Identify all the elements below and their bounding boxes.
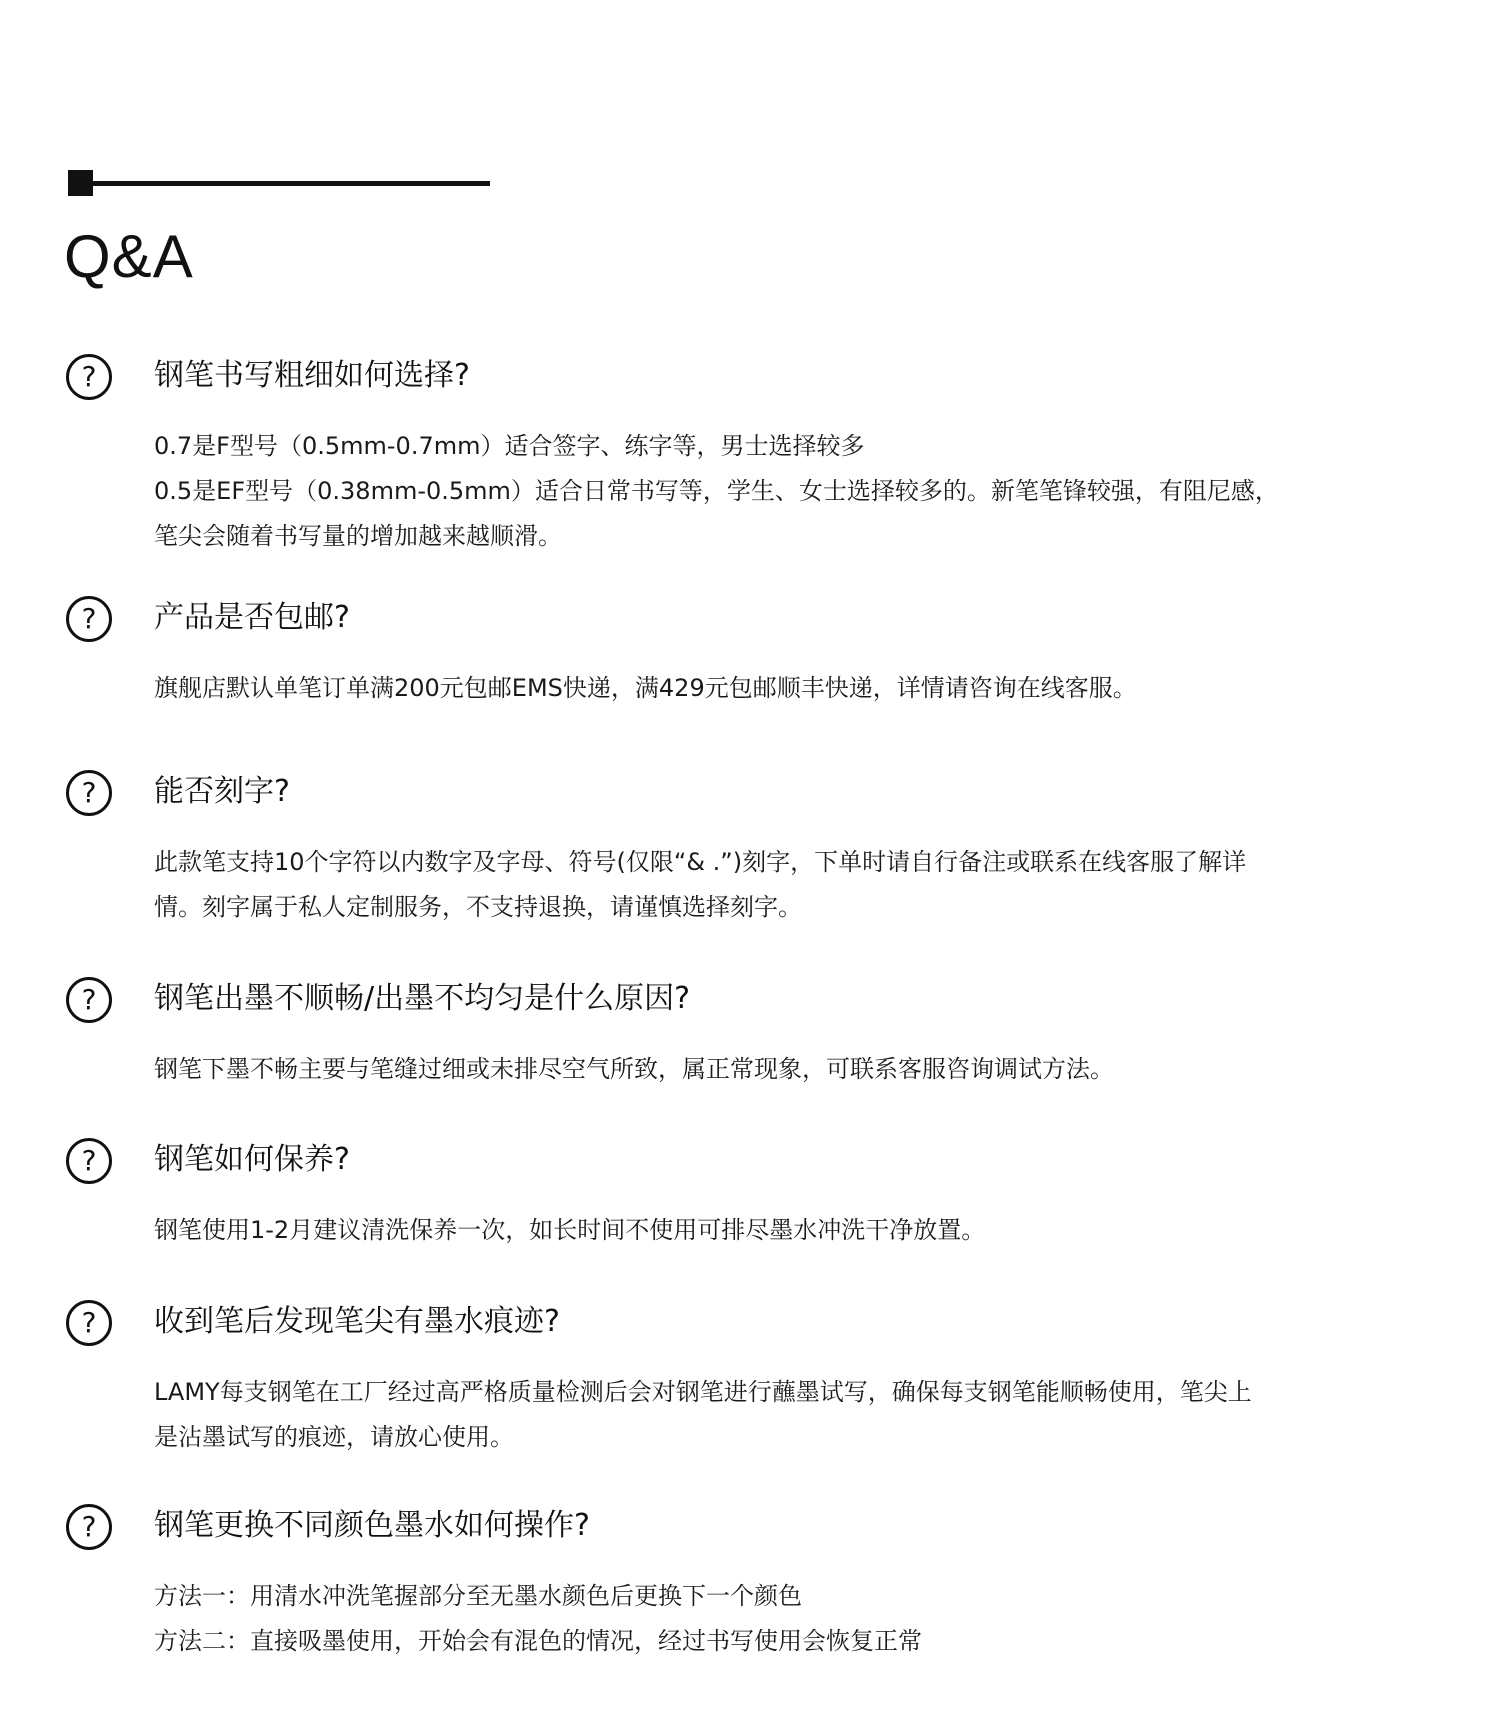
answer-line: 方法一：用清水冲洗笔握部分至无墨水颜色后更换下一个颜色	[154, 1582, 802, 1610]
answer-line: 0.5是EF型号（0.38mm-0.5mm）适合日常书写等，学生、女士选择较多的。新笔笔锋较强，有阻尼感，	[154, 477, 1279, 505]
question-text: 产品是否包邮?	[154, 600, 350, 635]
question-circle-icon: ?	[66, 354, 112, 400]
answer-line: 方法二：直接吸墨使用，开始会有混色的情况，经过书写使用会恢复正常	[154, 1627, 922, 1655]
answer-line: 0.7是F型号（0.5mm-0.7mm）适合签字、练字等，男士选择较多	[154, 432, 865, 460]
question-text: 能否刻字?	[154, 774, 290, 809]
question-text: 钢笔如何保养?	[154, 1142, 350, 1177]
answer-line: 此款笔支持10个字符以内数字及字母、符号(仅限“& .”)刻字，下单时请自行备注或联系在线客服了解详	[154, 848, 1247, 876]
answer-text	[154, 1208, 1354, 1253]
question-text: 收到笔后发现笔尖有墨水痕迹?	[154, 1304, 560, 1339]
page-title: Q&A	[64, 223, 194, 290]
answer-line: 笔尖会随着书写量的增加越来越顺滑。	[154, 522, 562, 550]
header-square	[68, 170, 93, 196]
answer-text	[154, 1047, 1354, 1092]
question-circle-icon: ?	[66, 596, 112, 642]
answer-line: 钢笔下墨不畅主要与笔缝过细或未排尽空气所致，属正常现象，可联系客服咨询调试方法。	[154, 1055, 1114, 1083]
question-circle-icon: ?	[66, 977, 112, 1023]
answer-text	[154, 1370, 1354, 1460]
question-text: 钢笔更换不同颜色墨水如何操作?	[154, 1508, 590, 1543]
question-circle-icon: ?	[66, 1300, 112, 1346]
question-circle-icon: ?	[66, 1138, 112, 1184]
answer-text	[154, 666, 1354, 711]
question-text: 钢笔书写粗细如何选择?	[154, 358, 470, 393]
answer-line: 旗舰店默认单笔订单满200元包邮EMS快递，满429元包邮顺丰快递，详情请咨询在线客服。	[154, 674, 1137, 702]
answer-line: 钢笔使用1-2月建议清洗保养一次，如长时间不使用可排尽墨水冲洗干净放置。	[154, 1216, 986, 1244]
header-line	[93, 181, 490, 186]
question-circle-icon: ?	[66, 1504, 112, 1550]
answer-text	[154, 424, 1354, 559]
answer-line: 是沾墨试写的痕迹，请放心使用。	[154, 1423, 514, 1451]
answer-text	[154, 1574, 1354, 1664]
header-decoration	[68, 170, 490, 196]
answer-line: LAMY每支钢笔在工厂经过高严格质量检测后会对钢笔进行蘸墨试写，确保每支钢笔能顺畅使用，笔尖上	[154, 1378, 1252, 1406]
question-circle-icon: ?	[66, 770, 112, 816]
answer-line: 情。刻字属于私人定制服务，不支持退换，请谨慎选择刻字。	[154, 893, 802, 921]
answer-text	[154, 840, 1354, 930]
question-text: 钢笔出墨不顺畅/出墨不均匀是什么原因?	[154, 981, 691, 1016]
